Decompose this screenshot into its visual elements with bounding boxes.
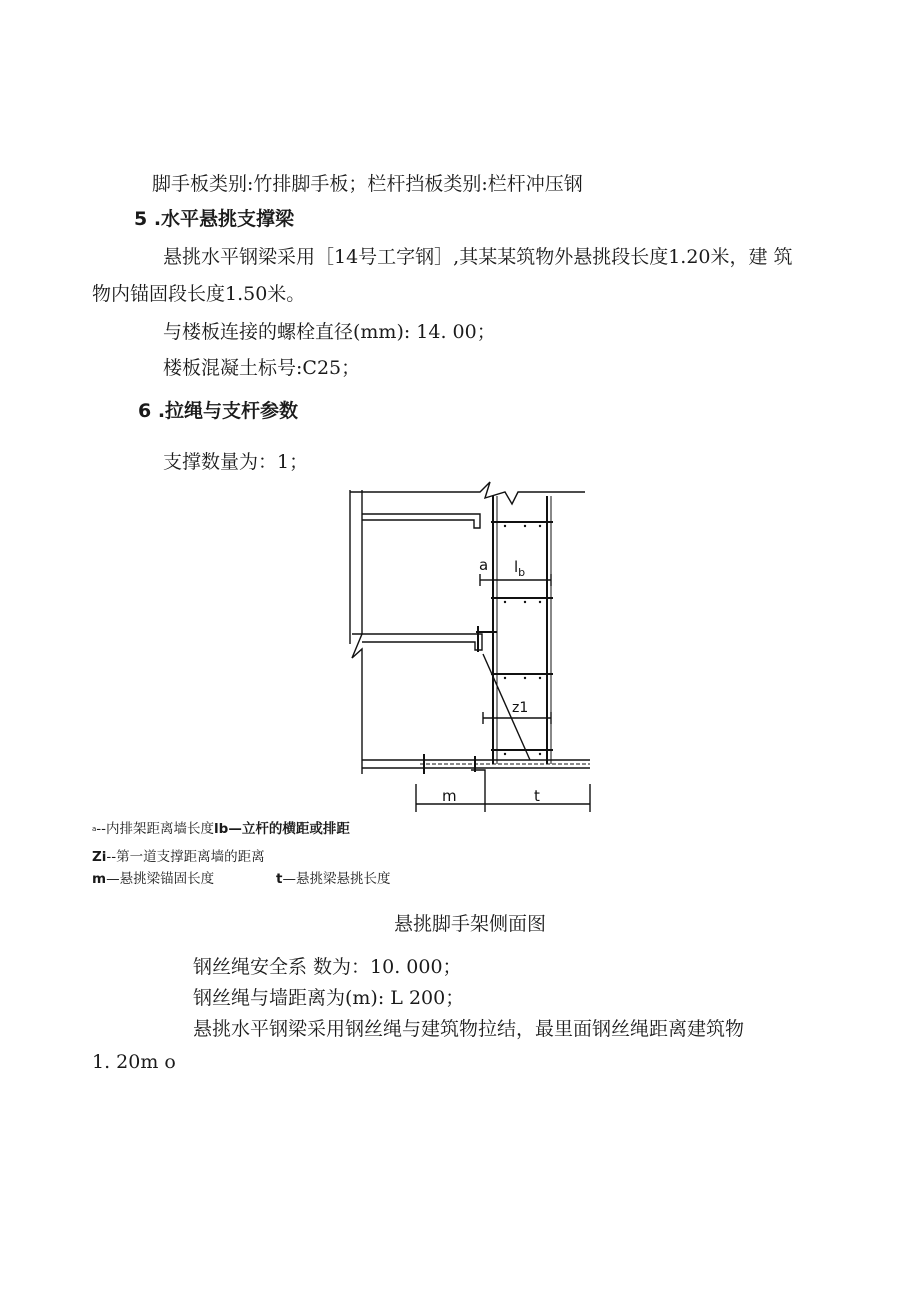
safety-factor-text: 钢丝绳安全系 数为：10. 000； — [193, 956, 462, 978]
legend-a-desc: --内排架距离墙长度 — [96, 821, 215, 837]
fastener-dot — [504, 677, 506, 679]
dim-label-m: m — [442, 787, 457, 805]
upper-slab-underside — [362, 514, 480, 528]
fastener-dot — [524, 525, 526, 527]
scaffold-board-type-text: 脚手板类别:竹排脚手板；栏杆挡板类别:栏杆冲压钢 — [152, 173, 583, 195]
legend-line-1 — [92, 820, 350, 838]
legend-line-3-t — [276, 870, 390, 888]
legend-zi-desc: --第一道支撑距离墙的距离 — [106, 849, 265, 865]
fastener-dot — [539, 601, 541, 603]
rope-description-line-1: 悬挑水平钢梁采用钢丝绳与建筑物拉结，最里面钢丝绳距离建筑物 — [193, 1018, 745, 1040]
wall-distance-text: 钢丝绳与墙距离为(m): L 200； — [193, 987, 465, 1009]
legend-lb-desc: —立杆的横距或排距 — [228, 821, 350, 837]
legend-t-desc: —悬挑梁悬挑长度 — [282, 871, 391, 887]
fastener-dot — [539, 677, 541, 679]
upper-slab-top — [350, 482, 585, 504]
legend-line-2 — [92, 848, 265, 866]
dim-label-z1: z1 — [512, 700, 529, 716]
wall-outline — [352, 490, 362, 774]
legend-zi-symbol: Zi — [92, 849, 107, 865]
middle-slab — [352, 634, 482, 650]
fastener-dot — [504, 601, 506, 603]
cantilever-scaffold-diagram — [340, 474, 600, 824]
fastener-dot — [539, 525, 541, 527]
beam-support-slab — [471, 770, 485, 784]
legend-lb-symbol: lb — [214, 821, 229, 837]
fastener-dot — [524, 677, 526, 679]
fastener-dot — [504, 525, 506, 527]
legend-m-desc: —悬挑梁锚固长度 — [106, 871, 215, 887]
legend-t-symbol: t — [276, 871, 283, 887]
concrete-grade-text: 楼板混凝土标号:C25； — [163, 357, 361, 379]
support-count-text: 支撑数量为：1； — [163, 451, 309, 473]
fastener-dot — [504, 753, 506, 755]
dim-label-lb-main: l — [514, 558, 519, 576]
figure-caption: 悬挑脚手架侧面图 — [393, 913, 546, 935]
legend-a-symbol: a — [92, 825, 97, 833]
dim-label-t: t — [534, 787, 540, 805]
fastener-dot — [524, 601, 526, 603]
legend-m-symbol: m — [92, 871, 107, 887]
rope-description-line-2: 1. 20m o — [92, 1051, 176, 1073]
legend-line-3 — [92, 870, 214, 888]
section-5-heading: 5 .水平悬挑支撑梁 — [134, 208, 295, 230]
beam-description-line-2: 物内锚固段长度1.50米。 — [92, 283, 306, 305]
section-6-heading: 6 .拉绳与支杆参数 — [138, 400, 299, 422]
fastener-dot — [539, 753, 541, 755]
beam-description-line-1: 悬挑水平钢梁采用［14号工字钢］,其某某筑物外悬挑段长度1.20米，建 筑 — [163, 246, 793, 268]
bolt-diameter-text: 与楼板连接的螺栓直径(mm): 14. 00； — [163, 321, 496, 343]
dim-label-lb-sub: b — [518, 566, 526, 579]
dim-label-a: a — [479, 556, 489, 574]
dim-label-lb — [514, 558, 525, 579]
